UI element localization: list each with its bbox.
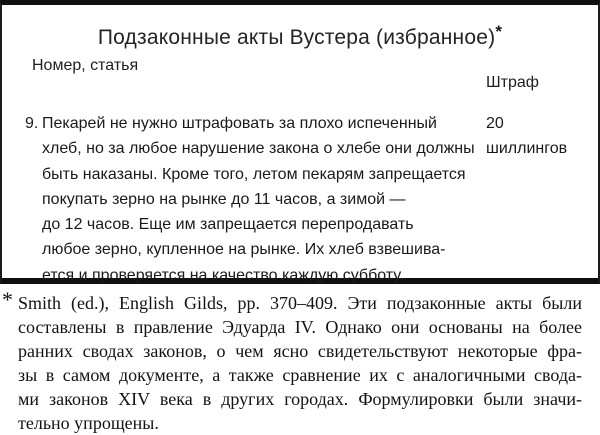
table-title <box>2 19 598 50</box>
article-text-line: до 12 часов. Еще им запрещается перепродавать <box>42 216 414 234</box>
footnote-line: Smith (ed.), English Gilds, pp. 370–409. Эти подзаконные акты были <box>18 293 582 313</box>
article-text-line: Пекарей не нужно штрафовать за плохо испеченный <box>42 115 437 132</box>
fine-currency: шиллингов <box>486 140 568 158</box>
footnote-line: ми законов XIV века в других городах. Формулировки были значи- <box>18 389 582 409</box>
article-text-line: покупать зерно на рынке до 11 часов, а зимой — <box>42 190 406 208</box>
footnote-line: составлены в правление Эдуарда IV. Однако они основаны на более <box>18 317 582 337</box>
footnote-asterisk: * <box>2 287 13 312</box>
row-number: 9. <box>25 115 39 132</box>
article-text-line: быть наказаны. Кроме того, летом пекарям запрещается <box>42 165 466 183</box>
article-text-line: любое зерно, купленное на рынке. Их хлеб взвешива- <box>42 241 446 259</box>
article-text-line: хлеб, но за любое нарушение закона о хлебе они должны <box>42 140 475 158</box>
column-header-fine: Штраф <box>486 74 539 91</box>
footnote-line: зы в самом документе, а также сравнение их с аналогичными свода- <box>18 365 582 385</box>
column-header-number-article: Номер, статья <box>32 57 139 74</box>
footnote-line: ранних сводах законов, о чем ясно свидетельствуют некоторые фра- <box>18 341 582 361</box>
article-text-line: ется и проверяется на качество каждую субботу. <box>42 266 405 284</box>
footnote-reference-asterisk: * <box>495 22 503 41</box>
row-fine-value <box>486 111 567 162</box>
row-article-text <box>42 111 475 288</box>
footnote-line: тельно упрощены. <box>18 413 159 433</box>
table-title-text: Подзаконные акты Вустера (избранное) <box>97 26 496 49</box>
fine-amount: 20 <box>486 115 504 132</box>
footnote <box>18 291 582 435</box>
